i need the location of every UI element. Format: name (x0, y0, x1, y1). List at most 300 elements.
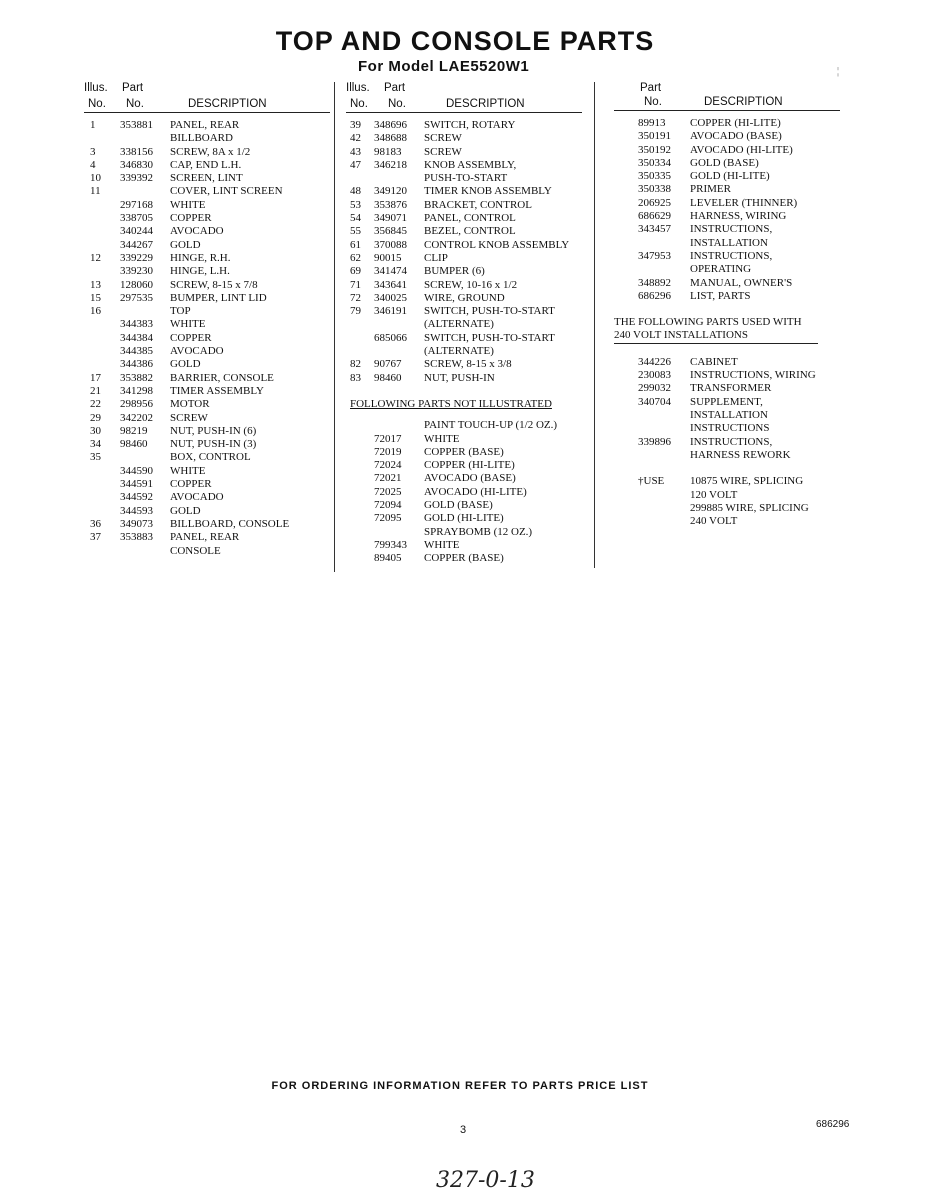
voltage-note-line1: THE FOLLOWING PARTS USED WITH (614, 316, 802, 329)
illus-number: 1 (90, 119, 96, 131)
table-row (346, 318, 582, 331)
table-row (346, 305, 582, 318)
part-description: SUPPLEMENT, (690, 395, 763, 408)
table-row (84, 531, 330, 544)
table-row (346, 292, 582, 305)
part-description: WIRE, GROUND (424, 291, 505, 304)
part-description: PAINT TOUCH-UP (1/2 OZ.) (424, 419, 558, 432)
part-header: Part (384, 82, 406, 94)
part-no-header: No. (644, 96, 662, 108)
part-description: WHITE (170, 318, 206, 331)
part-description: TOP (170, 305, 191, 318)
table-row (614, 489, 840, 502)
illus-header: Illus. (84, 82, 108, 94)
table-row (84, 172, 330, 185)
table-row (614, 356, 840, 369)
part-number: 353876 (374, 198, 407, 211)
illus-number: 71 (350, 278, 361, 291)
part-description: LIST, PARTS (690, 289, 751, 302)
table-row (614, 436, 840, 449)
table-row (84, 451, 330, 464)
part-description: SCREW, 10-16 x 1/2 (424, 278, 518, 291)
part-number: 344592 (120, 491, 153, 504)
part-description: SCREW, 8-15 x 3/8 (424, 358, 512, 371)
part-number: 72019 (374, 445, 402, 458)
table-row (614, 369, 840, 382)
part-description: BOX, CONTROL (170, 451, 251, 464)
parts-column-2 (346, 80, 582, 566)
illus-number: 21 (90, 384, 101, 397)
part-description: HINGE, R.H. (170, 251, 231, 264)
part-description: AVOCADO (170, 225, 224, 238)
table-row (84, 332, 330, 345)
illus-number: 61 (350, 238, 361, 251)
part-description: GOLD (BASE) (424, 499, 493, 512)
part-description: INSTRUCTIONS, (690, 223, 773, 236)
part-number: 799343 (374, 538, 407, 551)
part-description: CAP, END L.H. (170, 158, 242, 171)
table-row (84, 478, 330, 491)
table-row (614, 157, 840, 170)
table-row (346, 332, 582, 345)
part-description: INSTALLATION (690, 408, 768, 421)
part-description: BUMPER (6) (424, 265, 485, 278)
illus-number: 35 (90, 451, 101, 464)
part-description: PANEL, REAR (170, 531, 240, 544)
table-row (84, 438, 330, 451)
illus-number: 69 (350, 265, 361, 278)
table-row (84, 465, 330, 478)
table-row (84, 225, 330, 238)
part-description: COPPER (170, 478, 212, 491)
part-number: 347953 (638, 249, 671, 262)
part-number: 344593 (120, 504, 153, 517)
part-description: SCREW (424, 132, 462, 145)
part-description: SWITCH, PUSH-TO-START (424, 305, 555, 318)
part-number: 89405 (374, 552, 402, 565)
part-number: 348696 (374, 119, 407, 131)
part-description: COVER, LINT SCREEN (170, 185, 283, 198)
illus-number: 16 (90, 305, 101, 318)
part-description: BRACKET, CONTROL (424, 198, 532, 211)
part-number: 72025 (374, 485, 402, 498)
part-number: 686629 (638, 210, 671, 223)
part-number: 339230 (120, 265, 153, 278)
illus-number: 29 (90, 411, 101, 424)
part-number: 299032 (638, 382, 671, 395)
part-number: 90015 (374, 251, 402, 264)
table-row (346, 239, 582, 252)
table-row (346, 119, 582, 132)
table-row (346, 358, 582, 371)
part-number: 344226 (638, 355, 671, 368)
illus-number: 62 (350, 251, 361, 264)
part-number: 343641 (374, 278, 407, 291)
part-number: 72017 (374, 432, 402, 445)
part-description: HARNESS, WIRING (690, 210, 787, 223)
part-description: KNOB ASSEMBLY, (424, 158, 517, 171)
table-row (614, 290, 840, 303)
part-description: CONTROL KNOB ASSEMBLY (424, 238, 570, 251)
part-description: INSTRUCTIONS, (690, 435, 773, 448)
illus-number: 13 (90, 278, 101, 291)
table-row (614, 277, 840, 290)
part-description: HINGE, L.H. (170, 265, 230, 278)
part-number: 98460 (374, 371, 402, 384)
part-header: Part (640, 82, 662, 94)
illus-number: 34 (90, 438, 101, 451)
parts-column-1 (84, 80, 330, 558)
table-row (84, 252, 330, 265)
part-description: COPPER (170, 212, 212, 225)
illus-number: 10 (90, 172, 101, 185)
page-number: 3 (460, 1124, 467, 1136)
part-description: CLIP (424, 251, 448, 264)
table-row (346, 265, 582, 278)
part-description: 299885 WIRE, SPLICING (690, 502, 809, 515)
part-description: BILLBOARD, CONSOLE (170, 517, 290, 530)
part-description: GOLD (HI-LITE) (690, 170, 770, 183)
table-row (84, 505, 330, 518)
illus-number: 15 (90, 291, 101, 304)
table-row (614, 515, 840, 528)
part-number: 98460 (120, 438, 148, 451)
part-description: TRANSFORMER (690, 382, 772, 395)
table-row (84, 372, 330, 385)
part-description: 10875 WIRE, SPLICING (690, 475, 804, 488)
part-number: 350338 (638, 183, 671, 196)
part-number: 349120 (374, 185, 407, 198)
part-description: CONSOLE (170, 544, 221, 557)
table-row (614, 210, 840, 223)
part-description: WHITE (424, 538, 460, 551)
table-row (346, 345, 582, 358)
table-row (84, 491, 330, 504)
part-number: 340704 (638, 395, 671, 408)
part-description: 120 VOLT (690, 488, 738, 501)
column-header (346, 80, 582, 113)
illus-number: 36 (90, 517, 101, 530)
illus-no-header: No. (88, 98, 106, 110)
part-description: SWITCH, ROTARY (424, 119, 516, 131)
illus-number: 11 (90, 185, 101, 198)
table-row (84, 292, 330, 305)
part-number: 72024 (374, 459, 402, 472)
part-description: SCREW, 8-15 x 7/8 (170, 278, 258, 291)
part-description: COPPER (HI-LITE) (690, 117, 781, 129)
part-number: 72095 (374, 512, 402, 525)
table-row (84, 398, 330, 411)
part-number: 338156 (120, 145, 153, 158)
part-description: GOLD (170, 238, 201, 251)
part-number: 344386 (120, 358, 153, 371)
table-row (346, 212, 582, 225)
table-row (346, 459, 582, 472)
illus-number: 22 (90, 398, 101, 411)
document-number: 686296 (816, 1119, 850, 1130)
illus-number: 37 (90, 531, 101, 544)
description-header: DESCRIPTION (188, 98, 267, 110)
table-row (614, 183, 840, 196)
margin-mark: ¦ (837, 66, 840, 77)
part-number: 344591 (120, 478, 153, 491)
part-number: 350192 (638, 143, 671, 156)
table-row (84, 265, 330, 278)
table-row (346, 225, 582, 238)
part-number: 348892 (638, 276, 671, 289)
illus-number: 12 (90, 251, 101, 264)
table-row (346, 279, 582, 292)
part-number: 206925 (638, 196, 671, 209)
table-row (614, 263, 840, 276)
table-row (346, 486, 582, 499)
description-header: DESCRIPTION (704, 96, 783, 108)
part-number: 339392 (120, 172, 153, 185)
part-number: 353882 (120, 371, 153, 384)
part-description: 240 VOLT (690, 515, 738, 528)
table-row (84, 146, 330, 159)
table-row (84, 318, 330, 331)
table-row (84, 545, 330, 558)
part-number: 89913 (638, 117, 666, 129)
part-number: 342202 (120, 411, 153, 424)
table-row (346, 526, 582, 539)
part-description: HARNESS REWORK (690, 448, 791, 461)
illus-number: 48 (350, 185, 361, 198)
table-row (346, 499, 582, 512)
table-row (84, 119, 330, 132)
part-number: 344384 (120, 331, 153, 344)
part-description: AVOCADO (BASE) (690, 130, 782, 143)
column-divider (334, 82, 335, 572)
part-description: (ALTERNATE) (424, 345, 494, 358)
part-description: SCREEN, LINT (170, 172, 243, 185)
table-row (614, 223, 840, 236)
part-number: 338705 (120, 212, 153, 225)
part-number: 344267 (120, 238, 153, 251)
table-row (614, 237, 840, 250)
illus-no-header: No. (350, 98, 368, 110)
part-number: 349073 (120, 517, 153, 530)
part-description: BARRIER, CONSOLE (170, 371, 274, 384)
part-number: 350191 (638, 130, 671, 143)
table-row (84, 385, 330, 398)
part-number: 344590 (120, 464, 153, 477)
part-number: 685066 (374, 331, 407, 344)
illus-number: 43 (350, 145, 361, 158)
illus-number: 17 (90, 371, 101, 384)
part-description: INSTRUCTIONS, WIRING (690, 369, 816, 382)
table-row (346, 146, 582, 159)
table-row (84, 212, 330, 225)
table-row (614, 396, 840, 409)
part-number: 348688 (374, 132, 407, 145)
part-number: 346830 (120, 158, 153, 171)
part-description: TIMER ASSEMBLY (170, 384, 264, 397)
part-description: MOTOR (170, 398, 210, 411)
table-row (346, 539, 582, 552)
part-number: 297168 (120, 198, 153, 211)
table-row (346, 446, 582, 459)
part-number: 298956 (120, 398, 153, 411)
part-number: 353881 (120, 119, 153, 131)
table-row (84, 199, 330, 212)
illus-number: 55 (350, 225, 361, 238)
part-description: COPPER (HI-LITE) (424, 459, 515, 472)
part-number: 344385 (120, 345, 153, 358)
table-row (614, 130, 840, 143)
description-header: DESCRIPTION (446, 98, 525, 110)
table-row (84, 132, 330, 145)
part-description: SCREW, 8A x 1/2 (170, 145, 251, 158)
part-number: 339229 (120, 251, 153, 264)
handwritten-note: 327-0-13 (436, 1168, 535, 1193)
model-subtitle: For Model LAE5520W1 (358, 58, 530, 75)
part-description: WHITE (170, 198, 206, 211)
part-no-header: No. (126, 98, 144, 110)
part-number: 356845 (374, 225, 407, 238)
part-number: 349071 (374, 212, 407, 225)
table-row (614, 197, 840, 210)
part-description: INSTALLATION (690, 236, 768, 249)
table-row (346, 472, 582, 485)
part-number: 297535 (120, 291, 153, 304)
part-number: 370088 (374, 238, 407, 251)
part-no-header: No. (388, 98, 406, 110)
part-number: 72021 (374, 472, 402, 485)
table-row (84, 518, 330, 531)
part-number: 346218 (374, 158, 407, 171)
table-row (614, 250, 840, 263)
part-number: 341298 (120, 384, 153, 397)
table-row (84, 239, 330, 252)
part-header: Part (122, 82, 144, 94)
part-number: 341474 (374, 265, 407, 278)
table-row (84, 358, 330, 371)
illus-header: Illus. (346, 82, 370, 94)
table-row (614, 144, 840, 157)
part-description: GOLD (170, 504, 201, 517)
table-row (346, 419, 582, 432)
table-row (614, 475, 840, 488)
illus-number: 47 (350, 158, 361, 171)
part-number: 350335 (638, 170, 671, 183)
column-header (84, 80, 330, 113)
illus-number: 82 (350, 358, 361, 371)
part-description: COPPER (BASE) (424, 552, 504, 565)
part-number: 128060 (120, 278, 153, 291)
part-description: PUSH-TO-START (424, 172, 508, 185)
part-description: WHITE (170, 464, 206, 477)
part-description: AVOCADO (HI-LITE) (424, 485, 527, 498)
table-row (614, 382, 840, 395)
part-description: INSTRUCTIONS (690, 422, 770, 435)
part-description: COPPER (BASE) (424, 445, 504, 458)
part-description: GOLD (HI-LITE) (424, 512, 504, 525)
part-number: 340025 (374, 291, 407, 304)
part-description: SPRAYBOMB (12 OZ.) (424, 525, 533, 538)
part-description: BUMPER, LINT LID (170, 291, 267, 304)
table-row (84, 305, 330, 318)
ordering-footer: FOR ORDERING INFORMATION REFER TO PARTS PRICE LIST (271, 1080, 649, 1092)
table-row (84, 279, 330, 292)
part-number: 72094 (374, 499, 402, 512)
table-row (84, 412, 330, 425)
illus-number: 4 (90, 158, 96, 171)
part-description: PANEL, REAR (170, 119, 240, 131)
column-divider (594, 82, 595, 568)
part-number: 353883 (120, 531, 153, 544)
table-row (346, 132, 582, 145)
part-description: AVOCADO (170, 491, 224, 504)
table-row (346, 512, 582, 525)
part-number: 98183 (374, 145, 402, 158)
part-description: GOLD (170, 358, 201, 371)
illus-number: 42 (350, 132, 361, 145)
table-row (614, 449, 840, 462)
illus-number: 54 (350, 212, 361, 225)
part-number: 350334 (638, 156, 671, 169)
part-description: PANEL, CONTROL (424, 212, 516, 225)
table-row (614, 422, 840, 435)
part-number: 339896 (638, 435, 671, 448)
table-row (346, 433, 582, 446)
part-description: LEVELER (THINNER) (690, 196, 798, 209)
illus-number: 83 (350, 371, 361, 384)
part-number: 90767 (374, 358, 402, 371)
table-row (346, 252, 582, 265)
illus-number: 3 (90, 145, 96, 158)
part-description: (ALTERNATE) (424, 318, 494, 331)
part-description: CABINET (690, 355, 738, 368)
part-description: PRIMER (690, 183, 731, 196)
part-description: MANUAL, OWNER'S (690, 276, 793, 289)
part-description: COPPER (170, 331, 212, 344)
part-description: BEZEL, CONTROL (424, 225, 516, 238)
part-description: NUT, PUSH-IN (3) (170, 438, 257, 451)
part-description: NUT, PUSH-IN (424, 371, 495, 384)
table-row (84, 345, 330, 358)
table-row (614, 117, 840, 130)
table-row (614, 502, 840, 515)
illus-number: 30 (90, 424, 101, 437)
part-description: WHITE (424, 432, 460, 445)
part-description: INSTRUCTIONS, (690, 249, 773, 262)
voltage-note-line2: 240 VOLT INSTALLATIONS (614, 329, 818, 343)
not-illustrated-note: FOLLOWING PARTS NOT ILLUSTRATED (350, 397, 552, 410)
column-header (614, 80, 840, 111)
part-description: SCREW (424, 145, 462, 158)
part-description: SCREW (170, 411, 208, 424)
part-description: BILLBOARD (170, 132, 233, 145)
illus-number: 79 (350, 305, 361, 318)
table-row (84, 185, 330, 198)
table-row (614, 409, 840, 422)
part-number: †USE (638, 475, 665, 488)
part-number: 230083 (638, 369, 671, 382)
table-row (346, 552, 582, 565)
table-row (84, 159, 330, 172)
table-row (614, 462, 840, 475)
part-number: 340244 (120, 225, 153, 238)
part-description: GOLD (BASE) (690, 156, 759, 169)
part-number: 346191 (374, 305, 407, 318)
table-row (346, 185, 582, 198)
table-row (84, 425, 330, 438)
part-number: 343457 (638, 223, 671, 236)
table-row (346, 199, 582, 212)
illus-number: 53 (350, 198, 361, 211)
